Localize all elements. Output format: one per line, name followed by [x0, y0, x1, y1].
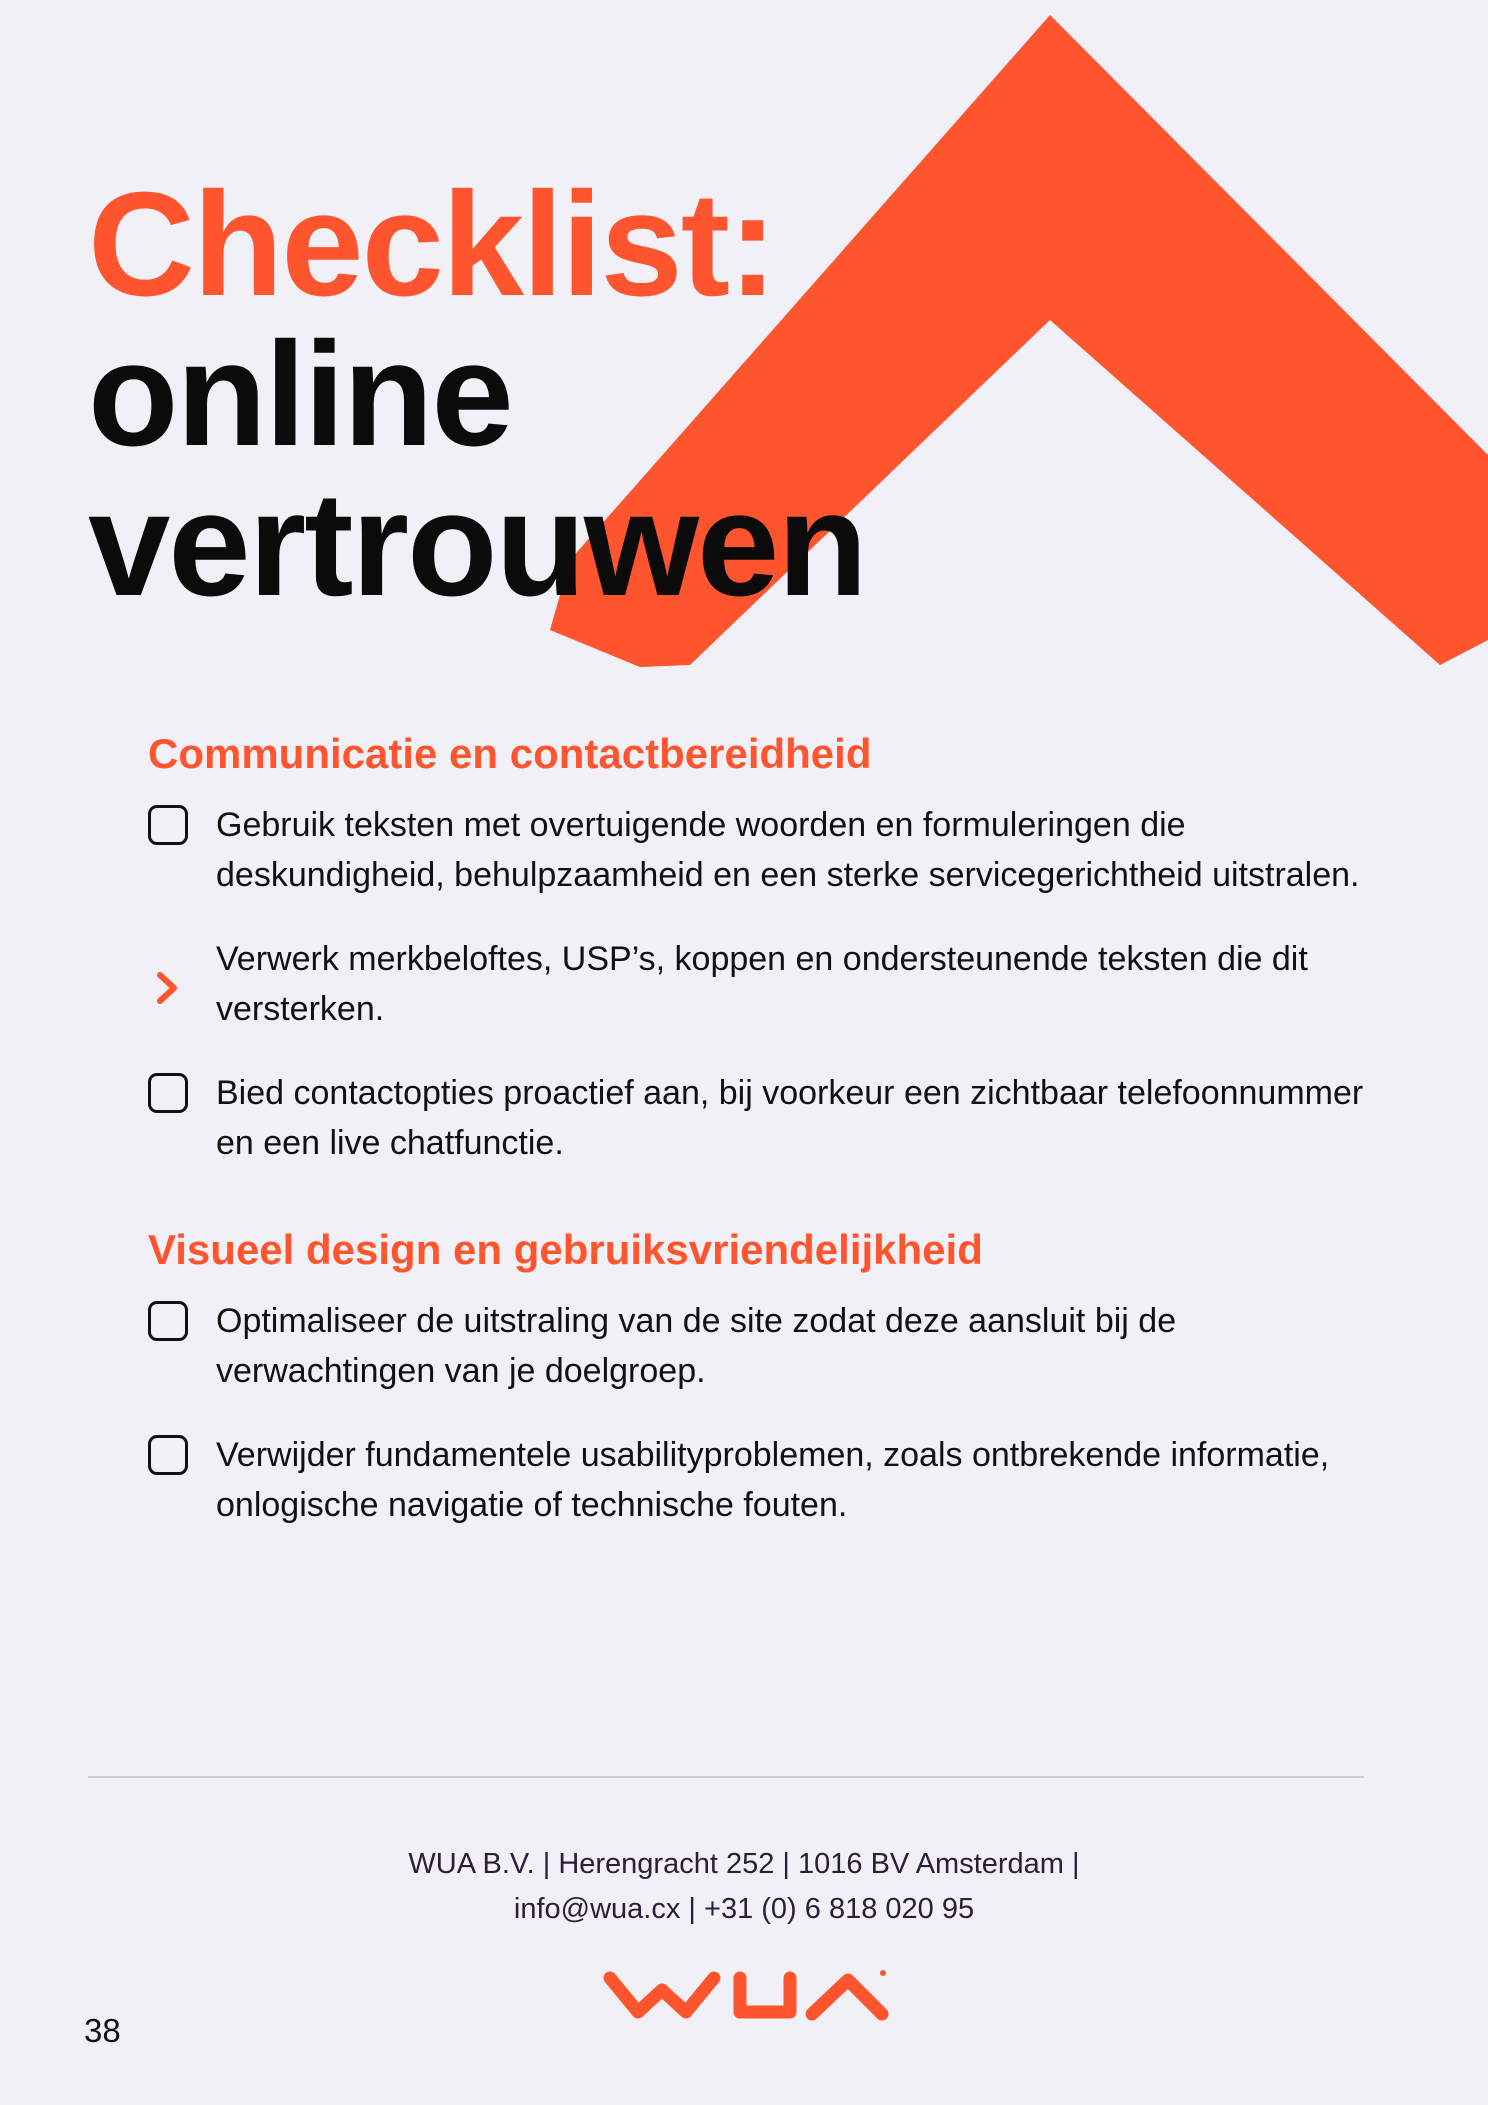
- section-heading: Visueel design en gebruiksvriendelijkheid: [148, 1226, 983, 1273]
- list-item-text: Optimaliseer de uitstraling van de site zodat deze aansluit bij de verwachtingen van je doelgroep.: [216, 1302, 1177, 1390]
- checkbox-icon[interactable]: [148, 1073, 188, 1113]
- chevron-right-icon: [154, 970, 180, 1006]
- section-heading: Communicatie en contactbereidheid: [148, 730, 872, 777]
- list-item-text: Bied contactopties proactief aan, bij voorkeur een zichtbaar telefoonnummer en een live chatfunctie.: [216, 1074, 1364, 1162]
- wua-logo: [600, 1968, 890, 2028]
- list-item: [148, 934, 1398, 1034]
- list-item-text: Verwijder fundamentele usabilityproblemen, zoals ontbrekende informatie, onlogische navigatie of technische fouten.: [216, 1436, 1330, 1524]
- list-item: [148, 800, 1398, 900]
- checklist-content: [148, 730, 1398, 1564]
- footer-divider: [88, 1776, 1364, 1778]
- title-online: online: [88, 312, 512, 477]
- list-item-text: Verwerk merkbeloftes, USP’s, koppen en ondersteunende teksten die dit versterken.: [216, 940, 1308, 1028]
- section-design: [148, 1226, 1398, 1530]
- checkbox-icon[interactable]: [148, 1435, 188, 1475]
- section-communication: [148, 730, 1398, 1168]
- list-item: [148, 1068, 1398, 1168]
- footer-contact: info@wua.cx | +31 (0) 6 818 020 95: [513, 1893, 975, 1925]
- page-title: [88, 162, 866, 627]
- footer-address: WUA B.V. | Herengracht 252 | 1016 BV Amsterdam |: [408, 1848, 1080, 1880]
- list-item: [148, 1296, 1398, 1396]
- checkbox-icon[interactable]: [148, 805, 188, 845]
- list-item-text: Gebruik teksten met overtuigende woorden en formuleringen die deskundigheid, behulpzaamheid en een sterke servicegerichtheid uitstralen.: [216, 806, 1360, 894]
- list-item: [148, 1430, 1398, 1530]
- title-checklist: Checklist:: [88, 162, 776, 327]
- title-vertrouwen: vertrouwen: [88, 462, 866, 627]
- page-number: 38: [84, 2012, 121, 2049]
- checkbox-icon[interactable]: [148, 1301, 188, 1341]
